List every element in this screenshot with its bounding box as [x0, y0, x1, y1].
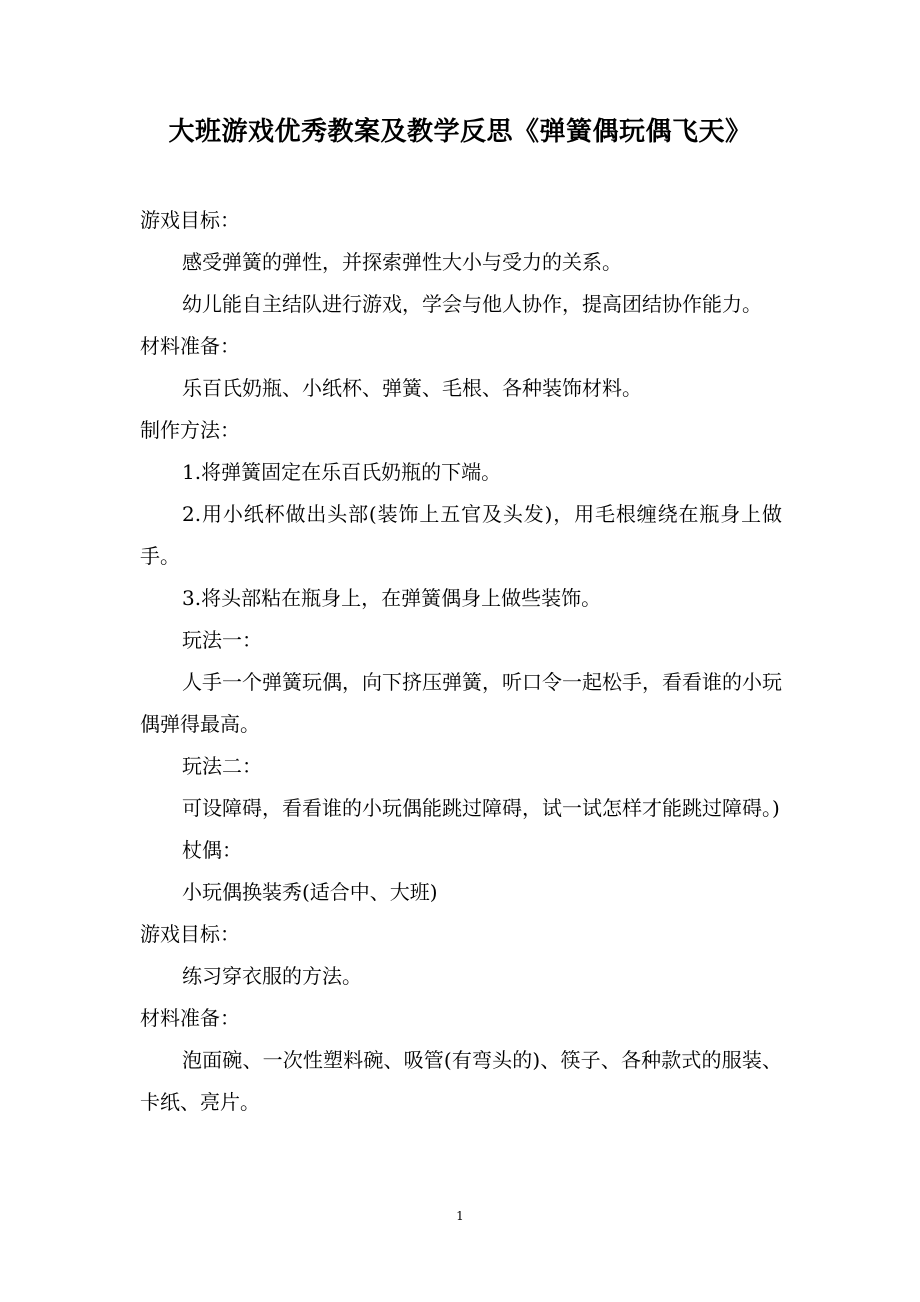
document-body	[140, 199, 782, 1123]
paragraph: 可设障碍，看看谁的小玩偶能跳过障碍，试一试怎样才能跳过障碍。)	[182, 796, 780, 820]
paragraph: 材料准备：	[140, 334, 240, 358]
paragraph: 人手一个弹簧玩偶，向下挤压弹簧，听口令一起松手，看看谁的小玩偶弹得最高。	[140, 670, 782, 736]
document-title: 大班游戏优秀教案及教学反思《弹簧偶玩偶飞天》	[168, 117, 752, 147]
paragraph: 材料准备：	[140, 1006, 240, 1030]
paragraph: 玩法二：	[182, 754, 262, 778]
paragraph: 感受弹簧的弹性，并探索弹性大小与受力的关系。	[182, 250, 622, 274]
paragraph: 幼儿能自主结队进行游戏，学会与他人协作，提高团结协作能力。	[182, 292, 762, 316]
paragraph: 乐百氏奶瓶、小纸杯、弹簧、毛根、各种装饰材料。	[182, 376, 642, 400]
paragraph: 杖偶：	[182, 838, 242, 862]
paragraph: 游戏目标：	[140, 922, 240, 946]
paragraph: 1.将弹簧固定在乐百氏奶瓶的下端。	[182, 460, 502, 484]
paragraph: 2.用小纸杯做出头部(装饰上五官及头发)，用毛根缠绕在瓶身上做手。	[140, 502, 782, 568]
paragraph: 练习穿衣服的方法。	[182, 964, 362, 988]
paragraph: 游戏目标：	[140, 208, 240, 232]
paragraph: 泡面碗、一次性塑料碗、吸管(有弯头的)、筷子、各种款式的服装、卡纸、亮片。	[140, 1048, 782, 1114]
paragraph: 小玩偶换装秀(适合中、大班)	[182, 880, 438, 904]
paragraph: 玩法一：	[182, 628, 262, 652]
page-number: 1	[456, 1209, 464, 1223]
paragraph: 制作方法：	[140, 418, 240, 442]
paragraph: 3.将头部粘在瓶身上，在弹簧偶身上做些装饰。	[182, 586, 602, 610]
